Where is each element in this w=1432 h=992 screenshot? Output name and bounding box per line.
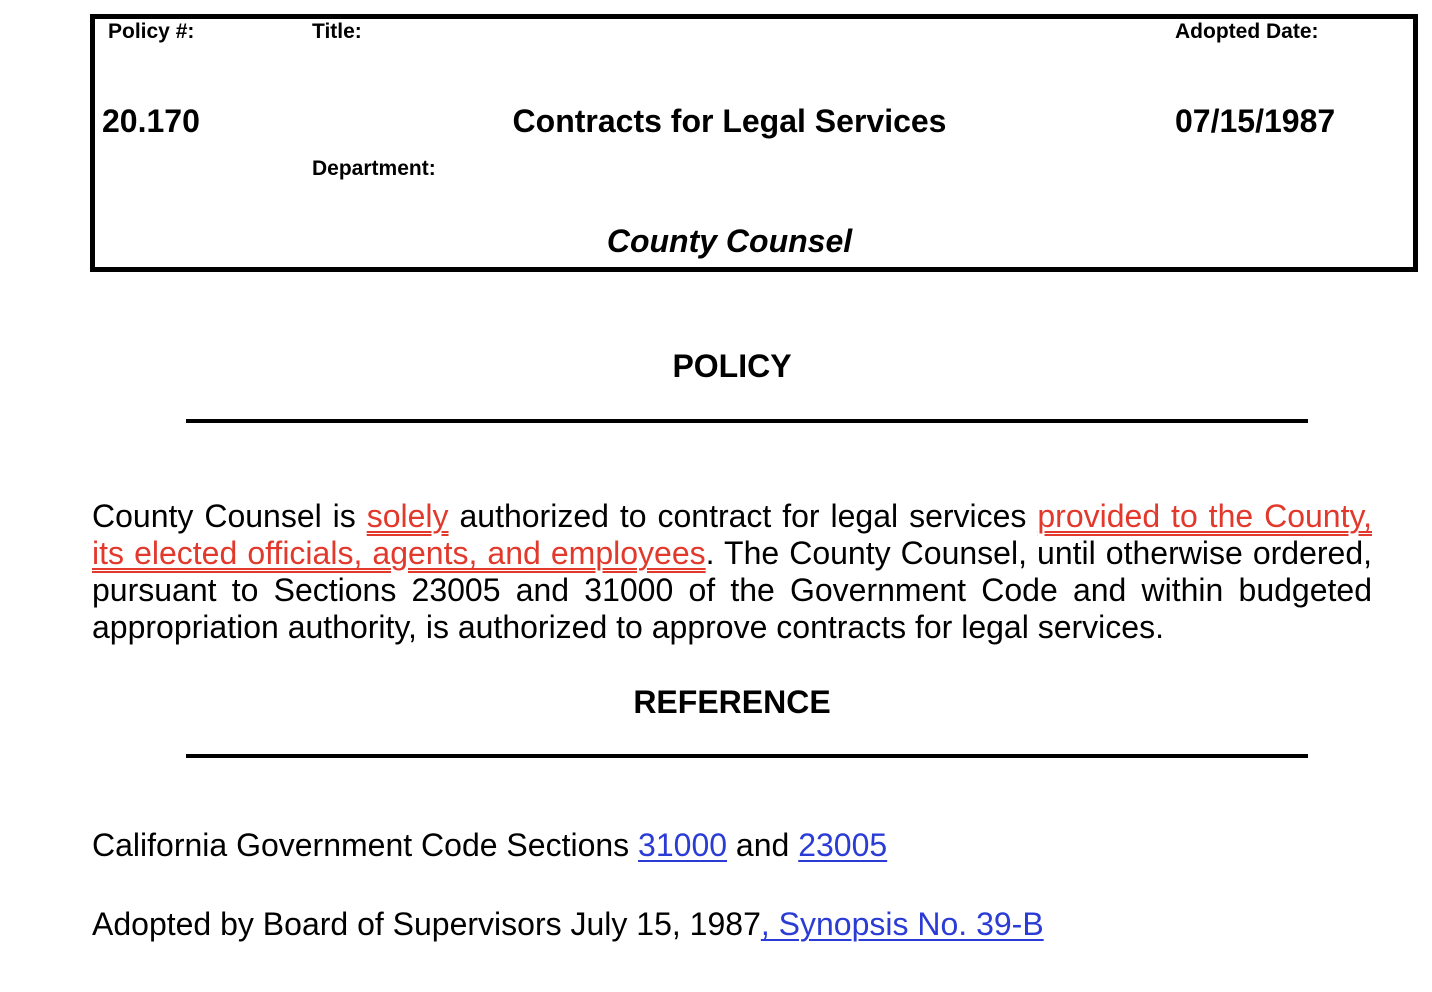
policy-section-heading: POLICY xyxy=(672,348,792,384)
reference-heading-rule xyxy=(186,754,1308,758)
policy-paragraph-text-2: authorized to contract for legal services xyxy=(448,498,1038,534)
policy-title-value: Contracts for Legal Services xyxy=(512,103,947,139)
adoption-line-text-1: Adopted by Board of Supervisors July 15, 1987 xyxy=(92,906,761,942)
policy-number-value: 20.170 xyxy=(102,103,200,139)
policy-paragraph-inserted-2: provided to the County, its elected officials, agents, and employees xyxy=(92,498,1372,571)
title-label: Title: xyxy=(312,20,362,43)
reference-line-text-2: and xyxy=(727,827,799,863)
policy-number-label: Policy #: xyxy=(108,20,195,43)
policy-paragraph xyxy=(92,498,1372,646)
reference-section-heading: REFERENCE xyxy=(633,684,831,720)
adoption-line xyxy=(92,906,1432,943)
reference-line xyxy=(92,827,1432,864)
policy-paragraph-text-3: . The County Counsel, until otherwise ordered, pursuant to Sections 23005 and 31000 of the Government Code and within budgeted appropriation authority, is authorized to approve contracts for legal services. xyxy=(92,535,1373,645)
policy-paragraph-inserted-1: solely xyxy=(366,498,449,534)
reference-line-text-1: California Government Code Sections xyxy=(92,827,639,863)
policy-header-box xyxy=(90,14,1418,272)
policy-paragraph-text-1: County Counsel is xyxy=(92,498,367,534)
link-code-section-23005[interactable]: 23005 xyxy=(798,827,888,863)
department-value: County Counsel xyxy=(606,223,853,259)
policy-heading-rule xyxy=(186,419,1308,423)
department-label: Department: xyxy=(312,157,436,180)
link-synopsis-39b[interactable]: , Synopsis No. 39-B xyxy=(760,906,1044,942)
link-code-section-31000[interactable]: 31000 xyxy=(638,827,728,863)
adopted-date-label: Adopted Date: xyxy=(1175,20,1319,43)
adopted-date-value: 07/15/1987 xyxy=(1175,103,1336,139)
